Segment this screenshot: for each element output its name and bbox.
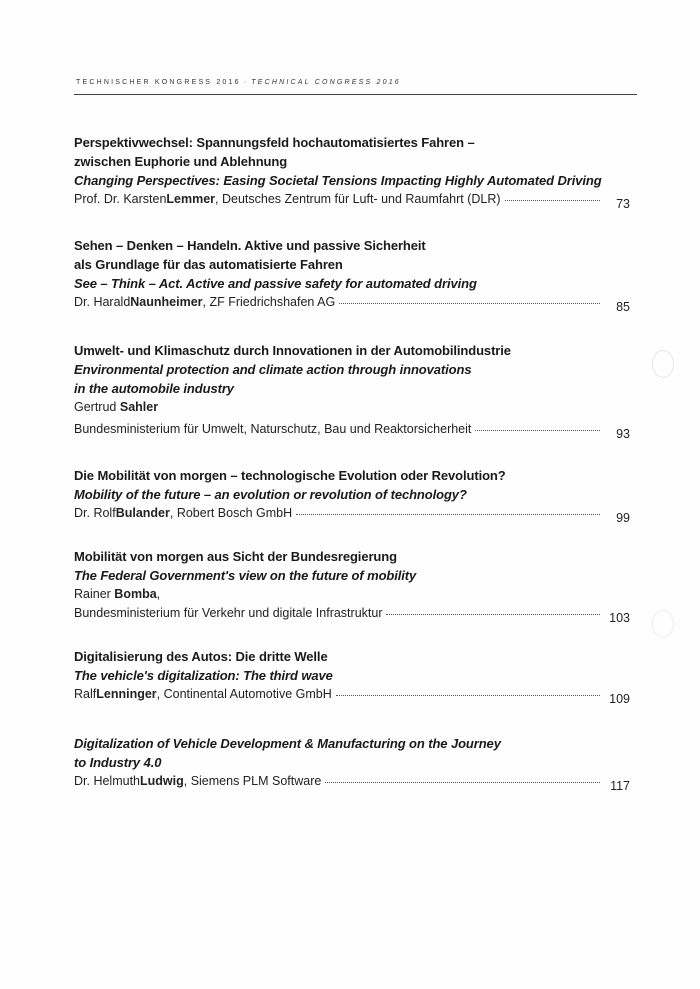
page-number[interactable]: 73 — [616, 197, 630, 211]
entry-author-line — [74, 398, 630, 417]
page-number[interactable]: 117 — [610, 779, 630, 793]
entry-title-de: Mobilität von morgen aus Sicht der Bundesregierung — [74, 549, 397, 564]
entry-title-en: to Industry 4.0 — [74, 755, 162, 770]
author-affiliation: , Siemens PLM Software — [183, 774, 322, 788]
author-prefix: Gertrud — [74, 400, 120, 414]
entry-author-line — [74, 190, 630, 209]
entry-title-en: Changing Perspectives: Easing Societal Tensions Impacting Highly Automated Driving — [74, 173, 602, 188]
running-header-en: TECHNICAL CONGRESS 2016 — [251, 79, 401, 86]
entry-title-en: Mobility of the future – an evolution or revolution of technology? — [74, 487, 467, 502]
entry-title-de: als Grundlage für das automatisierte Fahren — [74, 257, 343, 272]
author-prefix: Dr. Rolf — [74, 506, 116, 520]
entry-author-line — [74, 685, 630, 704]
author-affiliation: , Deutsches Zentrum für Luft- und Raumfahrt (DLR) — [215, 192, 501, 206]
entry-title-de: Umwelt- und Klimaschutz durch Innovationen in der Automobilindustrie — [74, 343, 511, 358]
author-lastname: Lenninger — [96, 687, 157, 701]
entry-title-en: Digitalization of Vehicle Development & Manufacturing on the Journey — [74, 736, 501, 751]
entry-title-en: See – Think – Act. Active and passive safety for automated driving — [74, 276, 477, 291]
author-lastname: Bomba — [114, 587, 157, 601]
entry-title-en: The vehicle's digitalization: The third wave — [74, 668, 333, 683]
author-lastname: Bulander — [115, 506, 170, 520]
scan-hole-mark — [652, 350, 674, 378]
entry-author-line — [74, 585, 630, 604]
author-organization: Bundesministerium für Umwelt, Naturschutz, Bau und Reaktorsicherheit — [74, 422, 472, 436]
entry-title-de: Sehen – Denken – Handeln. Aktive und passive Sicherheit — [74, 238, 426, 253]
author-prefix: Ralf — [74, 687, 97, 701]
running-header-separator: · — [243, 79, 249, 86]
entry-title-en: in the automobile industry — [74, 381, 234, 396]
entry-title-en: The Federal Government's view on the future of mobility — [74, 568, 417, 583]
dot-leader — [339, 302, 600, 304]
author-lastname: Sahler — [119, 400, 159, 414]
scan-hole-mark — [652, 610, 674, 638]
entry-organization-line — [74, 420, 630, 439]
author-affiliation: , ZF Friedrichshafen AG — [202, 295, 336, 309]
author-prefix: Prof. Dr. Karsten — [74, 192, 167, 206]
entry-title-de: Digitalisierung des Autos: Die dritte Welle — [74, 649, 328, 664]
entry-author-line — [74, 504, 630, 523]
toc-entry — [74, 236, 630, 312]
author-lastname: Ludwig — [140, 774, 184, 788]
page-number[interactable]: 93 — [616, 427, 630, 441]
toc-entry — [74, 341, 630, 439]
entry-organization-line — [74, 604, 630, 623]
toc-entry — [74, 466, 630, 523]
author-lastname: Lemmer — [166, 192, 216, 206]
page-number[interactable]: 109 — [609, 692, 630, 706]
page-number[interactable]: 99 — [616, 511, 630, 525]
author-lastname: Naunheimer — [130, 295, 203, 309]
dot-leader — [475, 429, 600, 431]
dot-leader — [386, 613, 600, 615]
author-prefix: Dr. Harald — [74, 295, 131, 309]
author-prefix: Rainer — [74, 587, 115, 601]
running-header — [76, 79, 401, 86]
page-number[interactable]: 85 — [616, 300, 630, 314]
toc-entry — [74, 547, 630, 623]
author-prefix: Dr. Helmuth — [74, 774, 140, 788]
running-header-de: TECHNISCHER KONGRESS 2016 — [76, 79, 241, 86]
toc-entry — [74, 133, 630, 209]
dot-leader — [336, 694, 600, 696]
dot-leader — [325, 781, 600, 783]
toc-entry — [74, 647, 630, 704]
entry-title-de: Perspektivwechsel: Spannungsfeld hochautomatisiertes Fahren – — [74, 135, 475, 150]
author-affiliation: , — [156, 587, 161, 601]
dot-leader — [505, 199, 600, 201]
entry-title-en: Environmental protection and climate action through innovations — [74, 362, 472, 377]
header-rule — [74, 94, 637, 95]
entry-author-line — [74, 293, 630, 312]
toc-entry — [74, 734, 630, 791]
entry-author-line — [74, 772, 630, 791]
dot-leader — [296, 513, 600, 515]
author-affiliation: , Robert Bosch GmbH — [169, 506, 293, 520]
author-affiliation: , Continental Automotive GmbH — [156, 687, 332, 701]
author-organization: Bundesministerium für Verkehr und digitale Infrastruktur — [74, 606, 383, 620]
page-number[interactable]: 103 — [609, 611, 630, 625]
entry-title-de: zwischen Euphorie und Ablehnung — [74, 154, 288, 169]
entry-title-de: Die Mobilität von morgen – technologische Evolution oder Revolution? — [74, 468, 506, 483]
